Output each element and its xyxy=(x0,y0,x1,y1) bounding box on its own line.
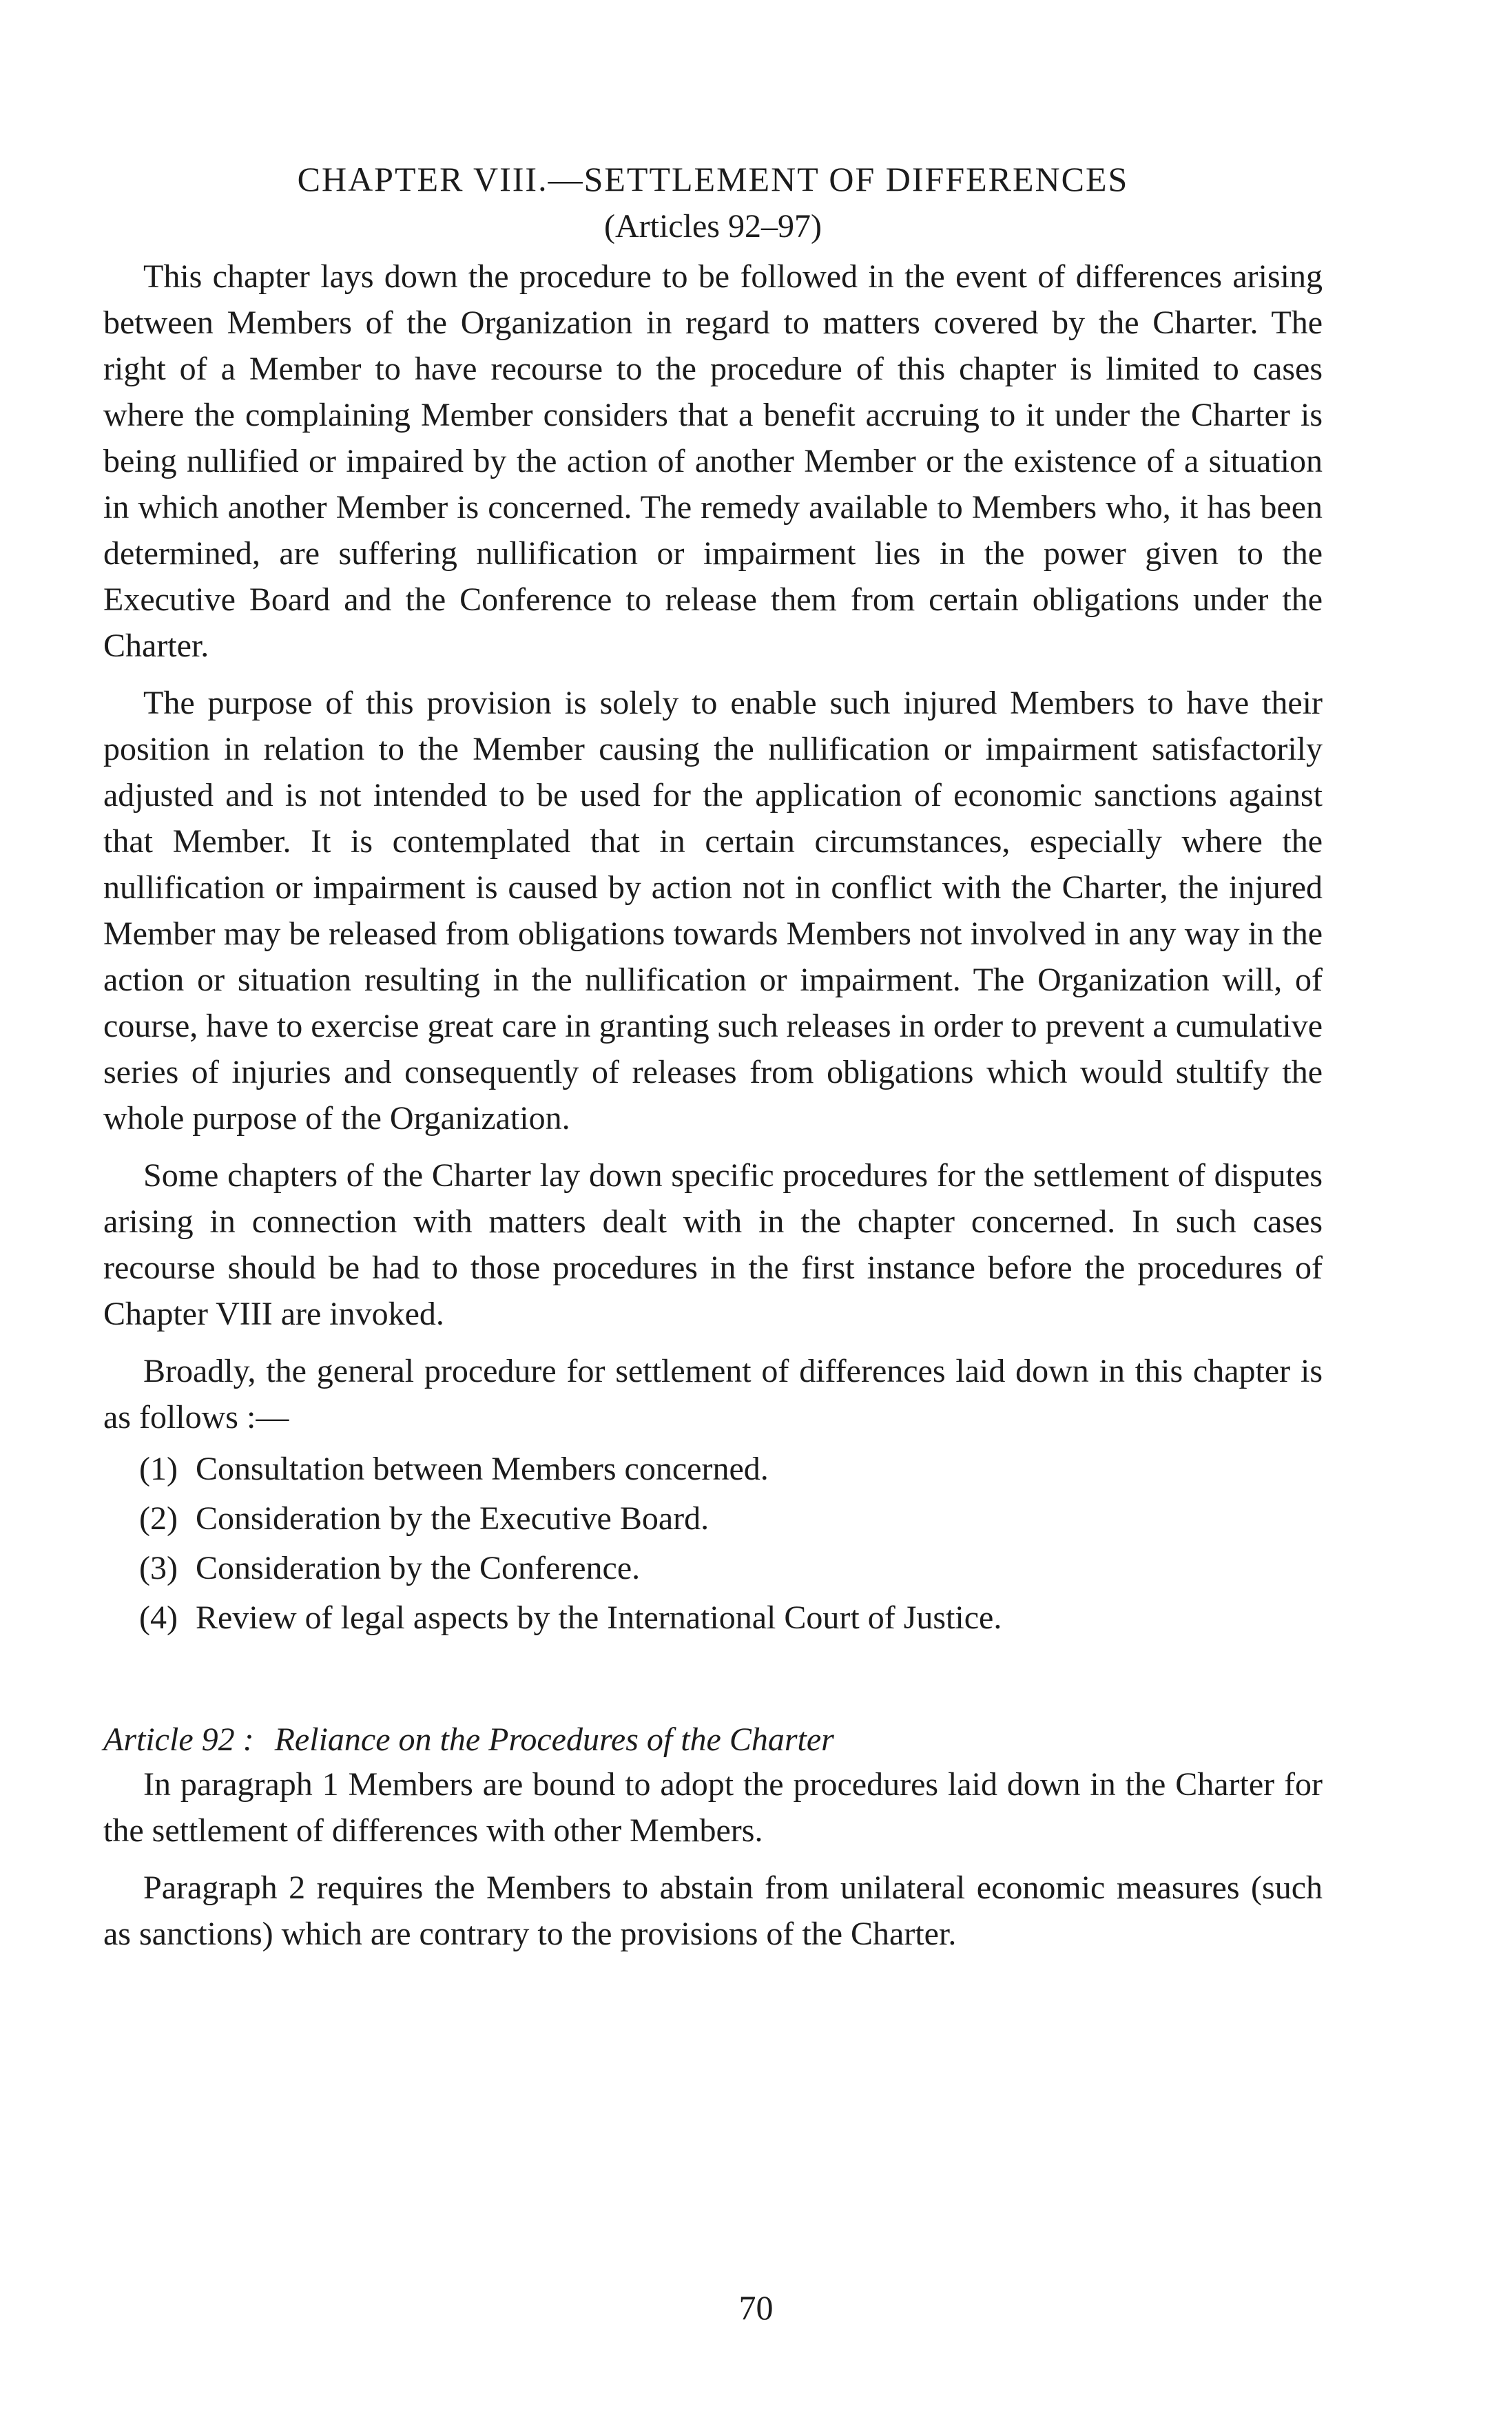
list-item-number: (4) xyxy=(139,1599,178,1636)
article-heading xyxy=(103,1719,1323,1761)
list-item-text: Consideration by the Executive Board. xyxy=(196,1500,710,1537)
list-item-number: (2) xyxy=(139,1500,178,1537)
article-title: Reliance on the Procedures of the Charter xyxy=(274,1721,834,1758)
chapter-title: CHAPTER VIII.—SETTLEMENT OF DIFFERENCES xyxy=(297,160,1129,198)
list-item-text: Review of legal aspects by the International Court of Justice. xyxy=(196,1599,1002,1636)
intro-paragraph: This chapter lays down the procedure to be followed in the event of differences arising between Members of the Organization in regard to matters covered by the Charter. The right of a Member to have recourse to the procedure of this chapter is limited to cases where the complaining Member considers that a benefit accruing to it under the Charter is being nullified or impaired by the action of another Member or the existence of a situation in which another Member is concerned. The remedy available to Members who, it has been determined, are suffering nullification or impairment lies in the power given to the Executive Board and the Conference to release them from certain obligations under the Charter. xyxy=(103,258,1323,664)
chapter-subtitle: (Articles 92–97) xyxy=(604,208,822,245)
article-paragraph-1: In paragraph 1 Members are bound to adopt the procedures laid down in the Charter for the settlement of differences with other Members. xyxy=(103,1766,1323,1849)
purpose-paragraph: The purpose of this provision is solely to enable such injured Members to have their position in relation to the Member causing the nullification or impairment satisfactorily adjusted and is not intended to be used for the application of economic sanctions against that Member. It is contemplated that in certain circumstances, especially where the nullification or impairment is caused by action not in conflict with the Charter, the injured Member may be released from obligations towards Members not involved in any way in the action or situation resulting in the nullification or impairment. The Organization will, of course, have to exercise great care in granting such releases in order to prevent a cumulative series of injuries and consequently of releases from obligations which would stultify the whole purpose of the Organization. xyxy=(103,685,1323,1137)
list-item-number: (1) xyxy=(139,1451,178,1487)
list-item xyxy=(103,1444,1323,1494)
list-item-text: Consultation between Members concerned. xyxy=(196,1451,769,1487)
article-label: Article 92 : xyxy=(103,1721,254,1758)
procedure-list xyxy=(103,1444,1323,1643)
list-item-text: Consideration by the Conference. xyxy=(196,1550,641,1586)
list-item-number: (3) xyxy=(139,1550,178,1586)
document-page xyxy=(103,158,1323,1957)
article-paragraph-2: Paragraph 2 requires the Members to abstain from unilateral economic measures (such as sanctions) which are contrary to the provisions of the Charter. xyxy=(103,1869,1323,1952)
list-item xyxy=(103,1593,1323,1643)
list-item xyxy=(103,1494,1323,1544)
general-procedure-paragraph: Broadly, the general procedure for settlement of differences laid down in this chapter is as follows :— xyxy=(103,1353,1323,1436)
specific-procedures-paragraph: Some chapters of the Charter lay down specific procedures for the settlement of disputes arising in connection with matters dealt with in the chapter concerned. In such cases recourse should be had to those procedures in the first instance before the procedures of Chapter VIII are invoked. xyxy=(103,1157,1323,1332)
list-item xyxy=(103,1544,1323,1593)
page-number: 70 xyxy=(738,2288,774,2327)
